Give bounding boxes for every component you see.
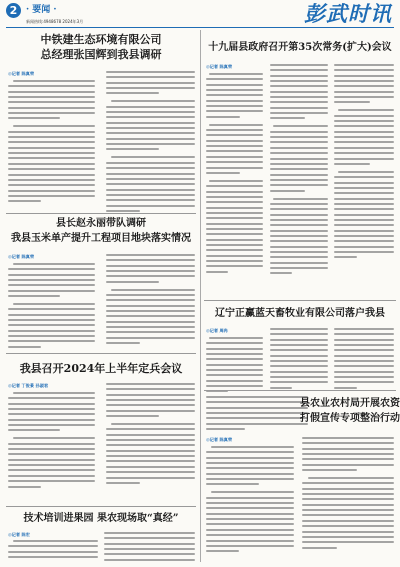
- article-1-headline-line-2: 总经理张国辉到我县调研: [40, 48, 162, 61]
- article-2-headline-line-1: 县长赵永丽带队调研: [56, 218, 146, 229]
- article-2-body-col-1: [8, 263, 95, 351]
- article-1-headline-line-1: 中铁建生态环境有限公司: [40, 33, 162, 46]
- article-4-body-col-2: [104, 532, 195, 564]
- article-5-headline: 十九届县政府召开第35次常务(扩大)会议: [208, 42, 392, 53]
- article-7-body-col-2: [302, 437, 394, 552]
- article-divider: [6, 353, 196, 354]
- page-number-badge: 2: [6, 3, 21, 18]
- article-6-body-col-3: [334, 328, 394, 392]
- article-divider: [6, 213, 196, 214]
- article-5-body-col-1: [206, 73, 263, 276]
- article-divider: [204, 300, 396, 301]
- article-divider: [6, 506, 196, 507]
- article-1-body-col-1: [8, 80, 95, 206]
- article-1-byline: ◎记者 陈真荣: [8, 71, 35, 76]
- article-4-headline: 技术培训进果园 果农现场取“真经”: [23, 513, 179, 524]
- article-7-byline: ◎记者 陈真荣: [206, 437, 233, 442]
- article-7-headline-line-2: 打假宣传专项整治行动: [300, 413, 400, 424]
- column-divider: [200, 30, 201, 562]
- article-3-headline: 我县召开2024年上半年定兵会议: [19, 362, 183, 375]
- article-6-body-col-2: [270, 328, 328, 392]
- article-2-headline-line-2: 我县玉米单产提升工程项目地块落实情况: [11, 233, 191, 244]
- article-7-headline-line-1: 县农业农村局开展农资: [300, 398, 400, 409]
- header-divider: [6, 27, 394, 28]
- newspaper-masthead: 彭武时讯: [304, 1, 392, 26]
- article-6-byline: ◎记者 周冉: [206, 328, 228, 333]
- article-3-byline: ◎记者 丁俊景 孙淑君: [8, 383, 49, 388]
- article-3-body-col-1: [8, 392, 95, 491]
- article-5-body-col-2: [270, 64, 328, 278]
- article-5-body-col-3: [334, 64, 394, 262]
- article-7-intro-col: [206, 396, 308, 433]
- article-6-body-col-1: [206, 337, 263, 396]
- issue-info: 新闻热线:4948678 2024年3月: [26, 19, 84, 24]
- section-name: · 要闻 ·: [26, 5, 57, 15]
- article-2-byline: ◎记者 陈真荣: [8, 254, 35, 259]
- article-2-body-col-2: [106, 254, 195, 348]
- article-4-byline: ◎记者 陈宏: [8, 532, 30, 537]
- article-3-body-col-2: [106, 383, 195, 487]
- article-5-byline: ◎记者 陈真荣: [206, 64, 233, 69]
- article-7-body-col-1: [206, 446, 294, 556]
- article-divider: [204, 390, 396, 391]
- article-4-body-col-1: [8, 540, 98, 561]
- article-6-headline: 辽宁正赢蓝天畜牧业有限公司落户我县: [215, 308, 385, 319]
- article-1-body-col-2: [106, 71, 195, 215]
